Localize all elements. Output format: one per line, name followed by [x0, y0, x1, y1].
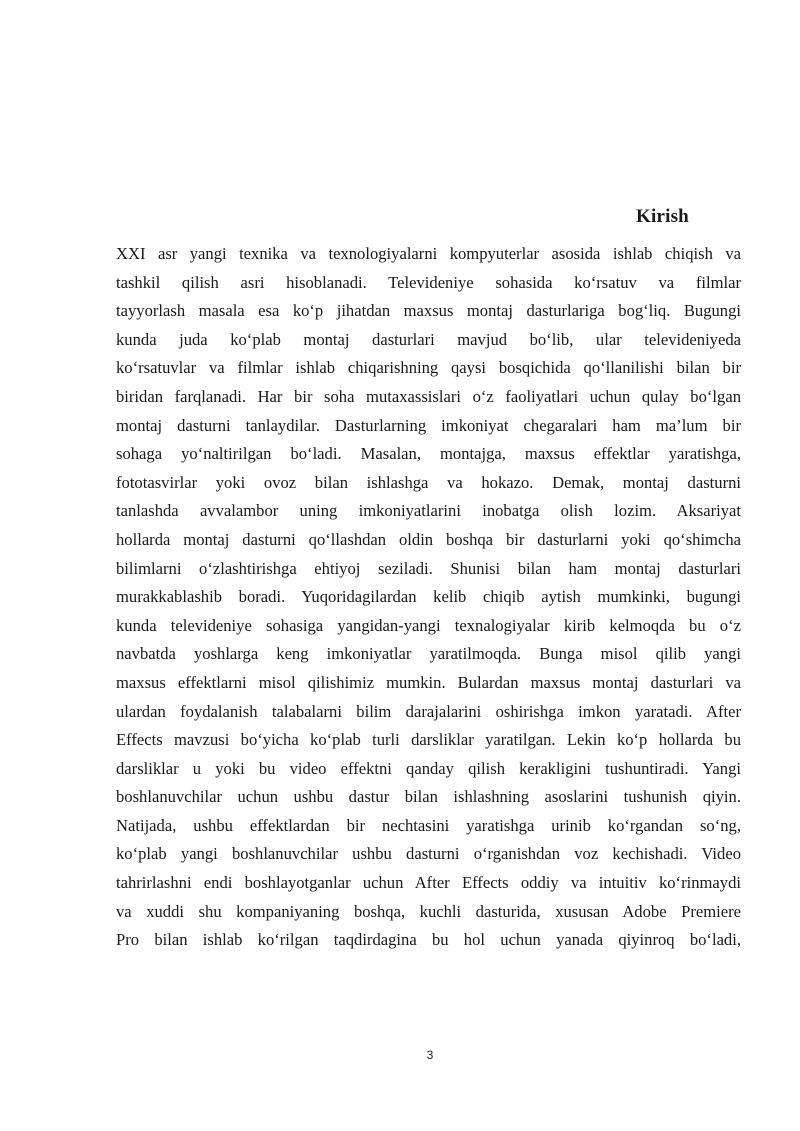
text-line: darsliklar u yoki bu video effektni qanday qilish kerakligini tushuntiradi. Yangi: [116, 758, 741, 778]
text-line: kunda juda ko‘plab montaj dasturlari mavjud bo‘lib, ular televideniyeda: [116, 329, 741, 349]
text-line: va xuddi shu kompaniyaning boshqa, kuchli dasturida, xususan Adobe Premiere: [116, 901, 741, 921]
text-line: Natijada, ushbu effektlardan bir nechtasini yaratishga urinib ko‘rgandan so‘ng,: [116, 815, 741, 835]
text-line: tayyorlash masala esa ko‘p jihatdan maxsus montaj dasturlariga bog‘liq. Bugungi: [116, 301, 741, 321]
text-line: bilimlarni o‘zlashtirishga ehtiyoj seziladi. Shunisi bilan ham montaj dasturlari: [116, 558, 741, 578]
text-line: tashkil qilish asri hisoblanadi. Televideniye sohasida ko‘rsatuv va filmlar: [116, 272, 741, 292]
text-line: hollarda montaj dasturni qo‘llashdan oldin boshqa bir dasturlarni yoki qo‘shimcha: [116, 529, 741, 549]
text-line: kunda televideniye sohasiga yangidan-yangi texnalogiyalar kirib kelmoqda bu o‘z: [116, 615, 741, 635]
text-line: ulardan foydalanish talabalarni bilim darajalarini oshirishga imkon yaratadi. After: [116, 701, 741, 721]
text-line: montaj dasturni tanlaydilar. Dasturlarning imkoniyat chegaralari ham ma’lum bir: [116, 415, 741, 435]
text-line: tahrirlashni endi boshlayotganlar uchun After Effects oddiy va intuitiv ko‘rinmaydi: [116, 873, 741, 893]
text-line: maxsus effektlarni misol qilishimiz mumkin. Bulardan maxsus montaj dasturlari va: [116, 672, 741, 692]
text-line: sohaga yo‘naltirilgan bo‘ladi. Masalan, montajga, maxsus effektlar yaratishga,: [116, 444, 741, 464]
text-line: fototasvirlar yoki ovoz bilan ishlashga va hokazo. Demak, montaj dasturni: [116, 472, 741, 492]
text-line: XXI asr yangi texnika va texnologiyalarni kompyuterlar asosida ishlab chiqish va: [116, 244, 741, 263]
page-number: 3: [426, 1048, 434, 1062]
text-line: navbatda yoshlarga keng imkoniyatlar yaratilmoqda. Bunga misol qilib yangi: [116, 644, 741, 664]
text-line: tanlashda avvalambor uning imkoniyatlarini inobatga olish lozim. Aksariyat: [116, 501, 741, 521]
text-line: boshlanuvchilar uchun ushbu dastur bilan ishlashning asoslarini tushunish qiyin.: [116, 787, 741, 807]
text-line: Effects mavzusi bo‘yicha ko‘plab turli darsliklar yaratilgan. Lekin ko‘p hollarda bu: [116, 730, 741, 750]
text-line: ko‘rsatuvlar va filmlar ishlab chiqarishning qaysi bosqichida qo‘llanilishi bilan bir: [116, 358, 741, 378]
text-line: Pro bilan ishlab ko‘rilgan taqdirdagina bu hol uchun yanada qiyinroq bo‘ladi,: [116, 930, 741, 950]
text-line: murakkablashib boradi. Yuqoridagilardan kelib chiqib aytish mumkinki, bugungi: [116, 587, 741, 607]
text-line: ko‘plab yangi boshlanuvchilar ushbu dasturni o‘rganishdan voz kechishadi. Video: [116, 844, 741, 864]
text-line: biridan farqlanadi. Har bir soha mutaxassislari o‘z faoliyatlari uchun qulay bo‘lgan: [116, 386, 741, 406]
body-text: [116, 240, 741, 955]
section-heading: Kirish: [636, 206, 689, 227]
